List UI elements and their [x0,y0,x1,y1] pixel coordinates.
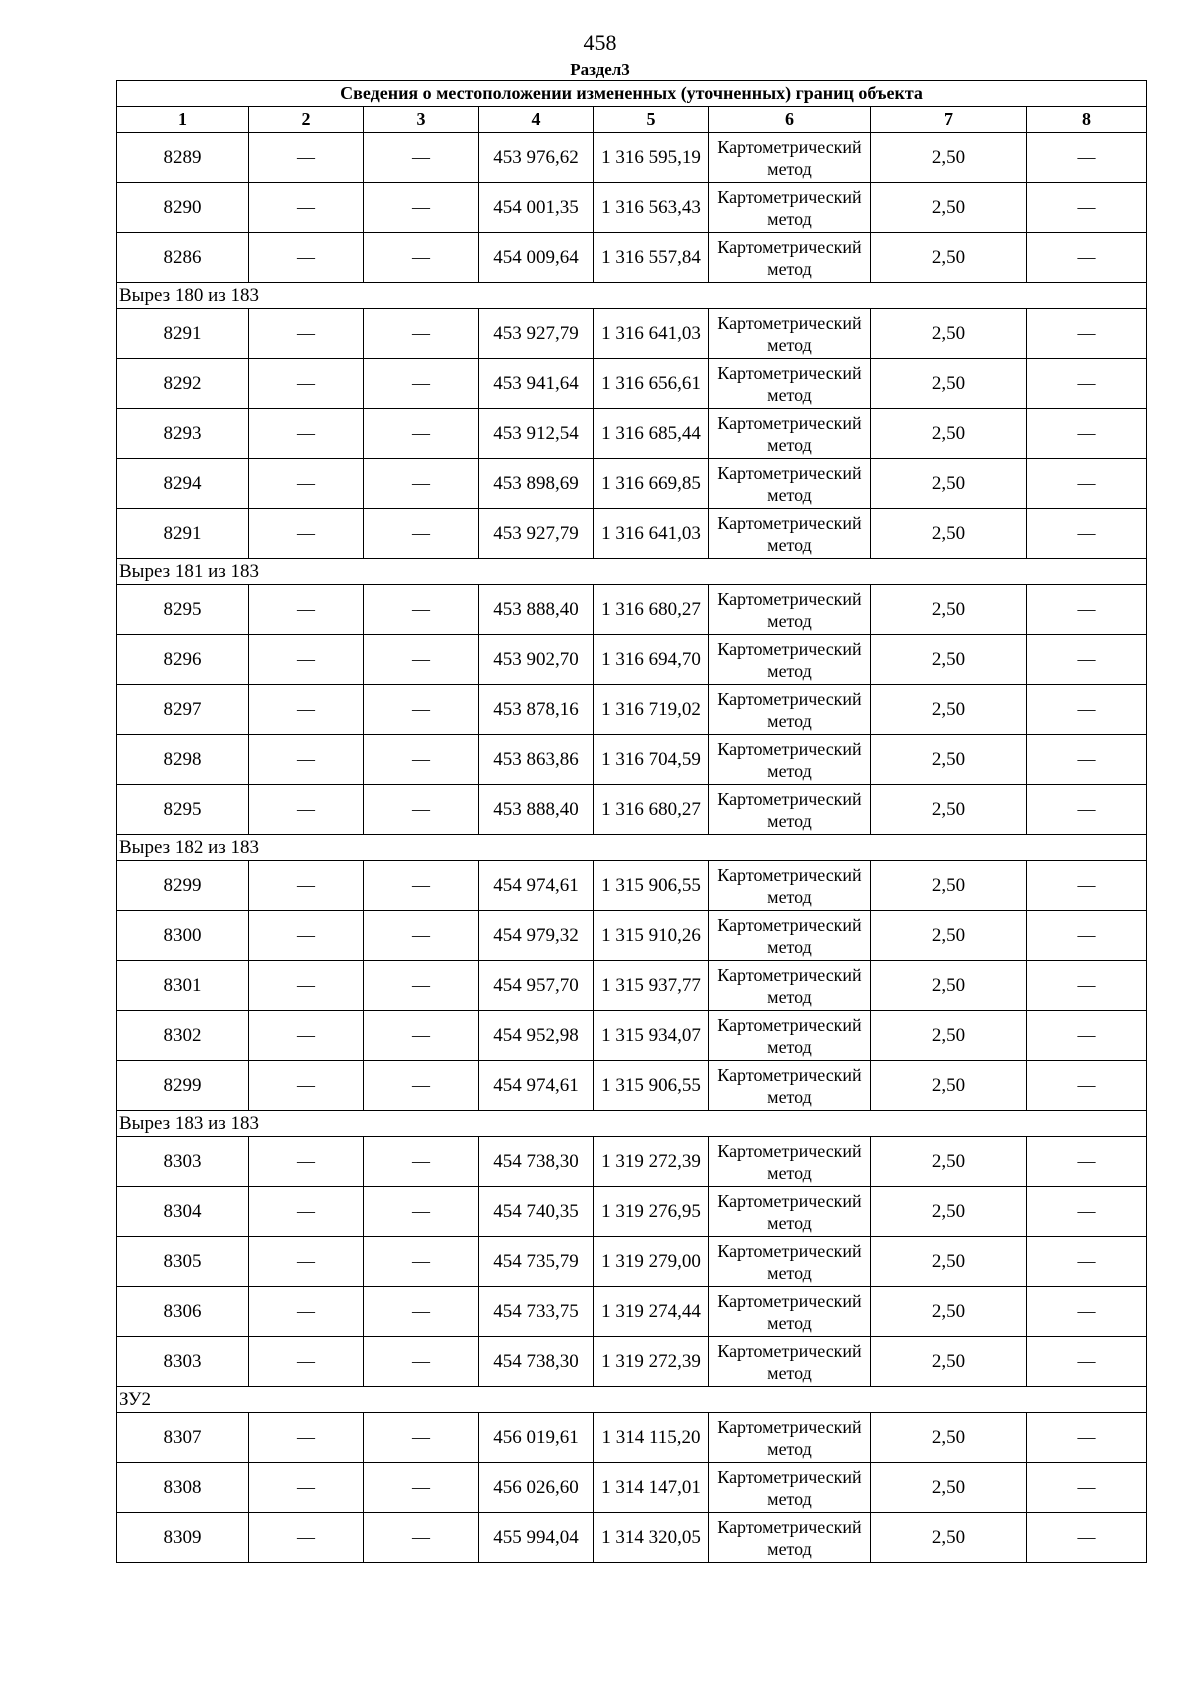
empty-dash-cell: — [364,1237,479,1287]
point-number-cell: 8309 [117,1513,249,1563]
column-number-row [117,107,1147,133]
empty-dash-cell: — [249,1061,364,1111]
x-coordinate-cell: 453 976,62 [479,133,594,183]
column-number: 1 [117,107,249,133]
table-caption: Сведения о местоположении измененных (уточненных) границ объекта [117,81,1147,107]
y-coordinate-cell: 1 314 320,05 [594,1513,709,1563]
x-coordinate-cell: 454 979,32 [479,911,594,961]
empty-dash-cell: — [249,861,364,911]
y-coordinate-cell: 1 315 906,55 [594,861,709,911]
page-number: 458 [583,30,617,55]
accuracy-cell: 2,50 [871,1137,1027,1187]
column-number: 6 [709,107,871,133]
point-number-cell: 8299 [117,861,249,911]
table-row [117,961,1147,1011]
accuracy-cell: 2,50 [871,861,1027,911]
empty-dash-cell: — [364,685,479,735]
empty-dash-cell: — [364,1137,479,1187]
point-number-cell: 8306 [117,1287,249,1337]
x-coordinate-cell: 455 994,04 [479,1513,594,1563]
table-row [117,1413,1147,1463]
empty-dash-cell: — [364,911,479,961]
empty-dash-cell: — [364,1011,479,1061]
y-coordinate-cell: 1 316 656,61 [594,359,709,409]
y-coordinate-cell: 1 315 934,07 [594,1011,709,1061]
empty-dash-cell: — [364,635,479,685]
x-coordinate-cell: 453 878,16 [479,685,594,735]
empty-dash-cell: — [1027,785,1147,835]
empty-dash-cell: — [249,1337,364,1387]
column-number: 3 [364,107,479,133]
table-row [117,1337,1147,1387]
accuracy-cell: 2,50 [871,309,1027,359]
point-number-cell: 8299 [117,1061,249,1111]
empty-dash-cell: — [1027,735,1147,785]
empty-dash-cell: — [1027,961,1147,1011]
point-number-cell: 8293 [117,409,249,459]
point-number-cell: 8290 [117,183,249,233]
empty-dash-cell: — [249,359,364,409]
method-cell: Картометрический метод [709,785,871,835]
method-cell: Картометрический метод [709,735,871,785]
point-number-cell: 8298 [117,735,249,785]
table-row [117,735,1147,785]
method-cell: Картометрический метод [709,1137,871,1187]
group-header-row [117,1111,1147,1137]
empty-dash-cell: — [364,1463,479,1513]
empty-dash-cell: — [364,1061,479,1111]
accuracy-cell: 2,50 [871,685,1027,735]
point-number-cell: 8303 [117,1137,249,1187]
empty-dash-cell: — [249,911,364,961]
table-row [117,459,1147,509]
method-cell: Картометрический метод [709,861,871,911]
x-coordinate-cell: 453 902,70 [479,635,594,685]
x-coordinate-cell: 453 927,79 [479,509,594,559]
table-row [117,685,1147,735]
x-coordinate-cell: 453 863,86 [479,735,594,785]
empty-dash-cell: — [1027,1513,1147,1563]
point-number-cell: 8294 [117,459,249,509]
accuracy-cell: 2,50 [871,735,1027,785]
accuracy-cell: 2,50 [871,961,1027,1011]
x-coordinate-cell: 454 957,70 [479,961,594,1011]
group-label: ЗУ2 [117,1387,1147,1413]
table-row [117,309,1147,359]
empty-dash-cell: — [1027,1137,1147,1187]
accuracy-cell: 2,50 [871,1061,1027,1111]
x-coordinate-cell: 456 026,60 [479,1463,594,1513]
y-coordinate-cell: 1 315 910,26 [594,911,709,961]
x-coordinate-cell: 453 927,79 [479,309,594,359]
point-number-cell: 8291 [117,509,249,559]
y-coordinate-cell: 1 316 641,03 [594,509,709,559]
empty-dash-cell: — [249,309,364,359]
method-cell: Картометрический метод [709,1337,871,1387]
x-coordinate-cell: 453 898,69 [479,459,594,509]
x-coordinate-cell: 454 974,61 [479,861,594,911]
empty-dash-cell: — [1027,133,1147,183]
x-coordinate-cell: 453 888,40 [479,585,594,635]
point-number-cell: 8292 [117,359,249,409]
method-cell: Картометрический метод [709,1413,871,1463]
empty-dash-cell: — [364,509,479,559]
method-cell: Картометрический метод [709,585,871,635]
y-coordinate-cell: 1 319 279,00 [594,1237,709,1287]
accuracy-cell: 2,50 [871,1463,1027,1513]
table-row [117,183,1147,233]
table-row [117,409,1147,459]
group-header-row [117,559,1147,585]
table-row [117,785,1147,835]
column-number: 5 [594,107,709,133]
empty-dash-cell: — [364,133,479,183]
table-row [117,861,1147,911]
method-cell: Картометрический метод [709,509,871,559]
empty-dash-cell: — [249,735,364,785]
empty-dash-cell: — [1027,1463,1147,1513]
method-cell: Картометрический метод [709,409,871,459]
point-number-cell: 8291 [117,309,249,359]
group-label: Вырез 182 из 183 [117,835,1147,861]
method-cell: Картометрический метод [709,309,871,359]
empty-dash-cell: — [249,1413,364,1463]
method-cell: Картометрический метод [709,1463,871,1513]
point-number-cell: 8302 [117,1011,249,1061]
point-number-cell: 8297 [117,685,249,735]
section-title: Раздел3 [570,60,630,79]
y-coordinate-cell: 1 316 557,84 [594,233,709,283]
empty-dash-cell: — [1027,1413,1147,1463]
group-header-row [117,283,1147,309]
empty-dash-cell: — [364,183,479,233]
table-row [117,585,1147,635]
y-coordinate-cell: 1 319 274,44 [594,1287,709,1337]
table-row [117,1187,1147,1237]
table-row [117,1513,1147,1563]
empty-dash-cell: — [1027,685,1147,735]
point-number-cell: 8286 [117,233,249,283]
empty-dash-cell: — [1027,911,1147,961]
table-row [117,1237,1147,1287]
empty-dash-cell: — [249,1237,364,1287]
accuracy-cell: 2,50 [871,183,1027,233]
y-coordinate-cell: 1 314 147,01 [594,1463,709,1513]
point-number-cell: 8308 [117,1463,249,1513]
x-coordinate-cell: 454 740,35 [479,1187,594,1237]
x-coordinate-cell: 454 738,30 [479,1137,594,1187]
y-coordinate-cell: 1 319 272,39 [594,1337,709,1387]
column-number: 8 [1027,107,1147,133]
y-coordinate-cell: 1 315 906,55 [594,1061,709,1111]
group-header-row [117,835,1147,861]
empty-dash-cell: — [1027,1011,1147,1061]
table-row [117,635,1147,685]
accuracy-cell: 2,50 [871,233,1027,283]
empty-dash-cell: — [364,735,479,785]
x-coordinate-cell: 454 733,75 [479,1287,594,1337]
accuracy-cell: 2,50 [871,133,1027,183]
x-coordinate-cell: 456 019,61 [479,1413,594,1463]
table-row [117,509,1147,559]
column-number: 2 [249,107,364,133]
accuracy-cell: 2,50 [871,359,1027,409]
empty-dash-cell: — [364,459,479,509]
y-coordinate-cell: 1 316 680,27 [594,585,709,635]
x-coordinate-cell: 453 941,64 [479,359,594,409]
empty-dash-cell: — [249,509,364,559]
y-coordinate-cell: 1 314 115,20 [594,1413,709,1463]
x-coordinate-cell: 454 738,30 [479,1337,594,1387]
empty-dash-cell: — [364,1187,479,1237]
y-coordinate-cell: 1 316 685,44 [594,409,709,459]
empty-dash-cell: — [364,1337,479,1387]
empty-dash-cell: — [249,459,364,509]
x-coordinate-cell: 453 912,54 [479,409,594,459]
group-header-row [117,1387,1147,1413]
empty-dash-cell: — [249,585,364,635]
method-cell: Картометрический метод [709,911,871,961]
x-coordinate-cell: 454 735,79 [479,1237,594,1287]
empty-dash-cell: — [249,233,364,283]
accuracy-cell: 2,50 [871,1011,1027,1061]
y-coordinate-cell: 1 319 272,39 [594,1137,709,1187]
empty-dash-cell: — [1027,1337,1147,1387]
empty-dash-cell: — [249,1187,364,1237]
method-cell: Картометрический метод [709,1237,871,1287]
empty-dash-cell: — [364,309,479,359]
accuracy-cell: 2,50 [871,1237,1027,1287]
method-cell: Картометрический метод [709,1513,871,1563]
table-body [117,133,1147,1563]
table-row [117,1061,1147,1111]
point-number-cell: 8305 [117,1237,249,1287]
table-row [117,1011,1147,1061]
method-cell: Картометрический метод [709,183,871,233]
method-cell: Картометрический метод [709,961,871,1011]
accuracy-cell: 2,50 [871,1513,1027,1563]
method-cell: Картометрический метод [709,459,871,509]
y-coordinate-cell: 1 316 641,03 [594,309,709,359]
coordinates-table [116,80,1147,1563]
empty-dash-cell: — [1027,635,1147,685]
empty-dash-cell: — [364,409,479,459]
empty-dash-cell: — [1027,509,1147,559]
empty-dash-cell: — [364,785,479,835]
empty-dash-cell: — [249,1513,364,1563]
x-coordinate-cell: 454 001,35 [479,183,594,233]
empty-dash-cell: — [364,1513,479,1563]
empty-dash-cell: — [364,359,479,409]
y-coordinate-cell: 1 316 704,59 [594,735,709,785]
accuracy-cell: 2,50 [871,1187,1027,1237]
empty-dash-cell: — [1027,861,1147,911]
group-label: Вырез 180 из 183 [117,283,1147,309]
x-coordinate-cell: 453 888,40 [479,785,594,835]
empty-dash-cell: — [364,1413,479,1463]
method-cell: Картометрический метод [709,133,871,183]
accuracy-cell: 2,50 [871,1413,1027,1463]
empty-dash-cell: — [249,685,364,735]
method-cell: Картометрический метод [709,685,871,735]
method-cell: Картометрический метод [709,359,871,409]
empty-dash-cell: — [364,861,479,911]
x-coordinate-cell: 454 009,64 [479,233,594,283]
point-number-cell: 8289 [117,133,249,183]
empty-dash-cell: — [1027,183,1147,233]
point-number-cell: 8295 [117,585,249,635]
y-coordinate-cell: 1 319 276,95 [594,1187,709,1237]
method-cell: Картометрический метод [709,635,871,685]
y-coordinate-cell: 1 316 680,27 [594,785,709,835]
empty-dash-cell: — [1027,1237,1147,1287]
empty-dash-cell: — [364,233,479,283]
accuracy-cell: 2,50 [871,1287,1027,1337]
empty-dash-cell: — [249,183,364,233]
empty-dash-cell: — [249,785,364,835]
empty-dash-cell: — [1027,1187,1147,1237]
table-row [117,359,1147,409]
empty-dash-cell: — [1027,409,1147,459]
table-row [117,133,1147,183]
empty-dash-cell: — [249,1287,364,1337]
empty-dash-cell: — [249,1137,364,1187]
empty-dash-cell: — [364,585,479,635]
empty-dash-cell: — [1027,1061,1147,1111]
empty-dash-cell: — [249,1011,364,1061]
x-coordinate-cell: 454 952,98 [479,1011,594,1061]
y-coordinate-cell: 1 316 719,02 [594,685,709,735]
table-row [117,1287,1147,1337]
empty-dash-cell: — [364,1287,479,1337]
x-coordinate-cell: 454 974,61 [479,1061,594,1111]
method-cell: Картометрический метод [709,1011,871,1061]
empty-dash-cell: — [249,961,364,1011]
point-number-cell: 8303 [117,1337,249,1387]
accuracy-cell: 2,50 [871,635,1027,685]
empty-dash-cell: — [249,133,364,183]
point-number-cell: 8307 [117,1413,249,1463]
accuracy-cell: 2,50 [871,459,1027,509]
empty-dash-cell: — [364,961,479,1011]
point-number-cell: 8300 [117,911,249,961]
y-coordinate-cell: 1 316 595,19 [594,133,709,183]
method-cell: Картометрический метод [709,1187,871,1237]
empty-dash-cell: — [249,635,364,685]
empty-dash-cell: — [249,409,364,459]
empty-dash-cell: — [1027,233,1147,283]
empty-dash-cell: — [1027,359,1147,409]
table-row [117,233,1147,283]
point-number-cell: 8301 [117,961,249,1011]
accuracy-cell: 2,50 [871,409,1027,459]
y-coordinate-cell: 1 316 694,70 [594,635,709,685]
group-label: Вырез 181 из 183 [117,559,1147,585]
table-row [117,1137,1147,1187]
accuracy-cell: 2,50 [871,1337,1027,1387]
point-number-cell: 8296 [117,635,249,685]
empty-dash-cell: — [1027,459,1147,509]
method-cell: Картометрический метод [709,233,871,283]
empty-dash-cell: — [1027,1287,1147,1337]
accuracy-cell: 2,50 [871,911,1027,961]
y-coordinate-cell: 1 316 563,43 [594,183,709,233]
table-row [117,911,1147,961]
column-number: 4 [479,107,594,133]
empty-dash-cell: — [249,1463,364,1513]
empty-dash-cell: — [1027,309,1147,359]
empty-dash-cell: — [1027,585,1147,635]
point-number-cell: 8304 [117,1187,249,1237]
method-cell: Картометрический метод [709,1287,871,1337]
accuracy-cell: 2,50 [871,585,1027,635]
table-row [117,1463,1147,1513]
point-number-cell: 8295 [117,785,249,835]
accuracy-cell: 2,50 [871,509,1027,559]
column-number: 7 [871,107,1027,133]
method-cell: Картометрический метод [709,1061,871,1111]
accuracy-cell: 2,50 [871,785,1027,835]
y-coordinate-cell: 1 316 669,85 [594,459,709,509]
group-label: Вырез 183 из 183 [117,1111,1147,1137]
y-coordinate-cell: 1 315 937,77 [594,961,709,1011]
